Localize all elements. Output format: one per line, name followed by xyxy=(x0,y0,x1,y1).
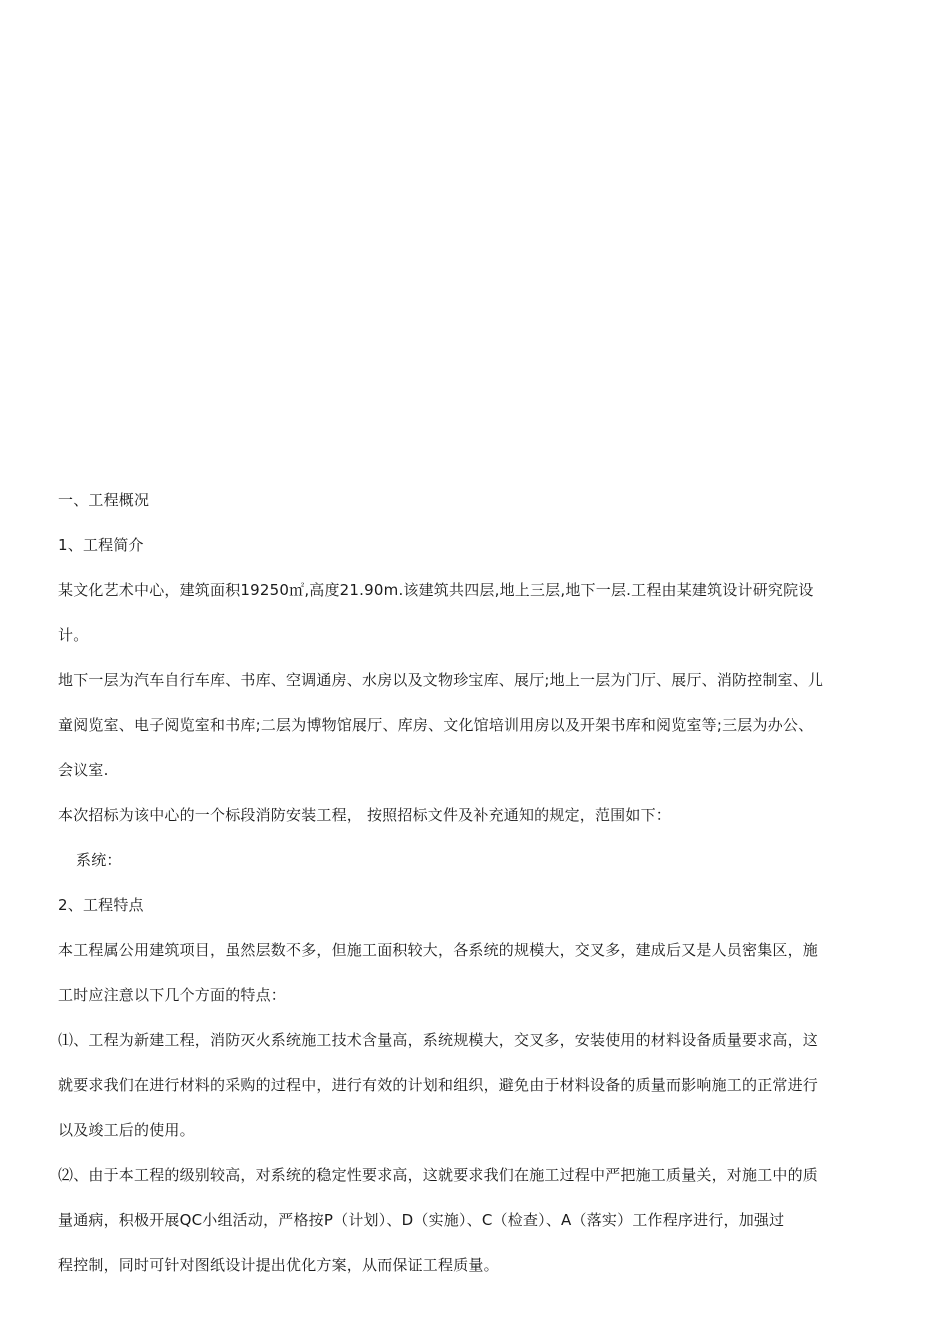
paragraph-line: ⑴、工程为新建工程，消防灭火系统施工技术含量高，系统规模大，交叉多，安装使用的材料设备质量要求高，这 xyxy=(58,1031,819,1049)
paragraph-line: 以及竣工后的使用。 xyxy=(58,1121,195,1139)
paragraph-line: 计。 xyxy=(58,626,89,644)
intro-paragraph xyxy=(58,568,904,658)
paragraph-line: 会议室. xyxy=(58,761,109,779)
system-line: 系统： xyxy=(76,851,122,869)
paragraph-line: 量通病，积极开展QC小组活动，严格按P（计划）、D（实施）、C（检查）、A（落实）工作程序进行，加强过 xyxy=(58,1211,785,1229)
paragraph-line: 本工程属公用建筑项目，虽然层数不多，但施工面积较大，各系统的规模大，交叉多，建成后又是人员密集区，施 xyxy=(58,941,819,959)
paragraph-line: 地下一层为汽车自行车库、书库、空调通房、水房以及文物珍宝库、展厅;地上一层为门厅、展厅、消防控制室、儿 xyxy=(58,671,824,689)
paragraph-line: ⑵、由于本工程的级别较高，对系统的稳定性要求高，这就要求我们在施工过程中严把施工质量关，对施工中的质 xyxy=(58,1166,819,1184)
paragraph-line: 工时应注意以下几个方面的特点： xyxy=(58,986,287,1004)
features-paragraph xyxy=(58,928,904,1018)
paragraph-line: 程控制，同时可针对图纸设计提出优化方案，从而保证工程质量。 xyxy=(58,1256,499,1274)
scope-paragraph: 本次招标为该中心的一个标段消防安装工程， 按照招标文件及补充通知的规定，范围如下： xyxy=(58,806,671,824)
feature-point-1 xyxy=(58,1018,904,1153)
paragraph-line: 某文化艺术中心，建筑面积19250㎡,高度21.90m.该建筑共四层,地上三层,地下一层.工程由某建筑设计研究院设 xyxy=(58,581,814,599)
subsection-title-project-features: 2、工程特点 xyxy=(58,896,144,914)
paragraph-line: 童阅览室、电子阅览室和书库;二层为博物馆展厅、库房、文化馆培训用房以及开架书库和阅览室等;三层为办公、 xyxy=(58,716,814,734)
subsection-title-project-intro: 1、工程简介 xyxy=(58,536,144,554)
document-body xyxy=(58,478,904,1288)
paragraph-line: 就要求我们在进行材料的采购的过程中，进行有效的计划和组织，避免由于材料设备的质量而影响施工的正常进行 xyxy=(58,1076,819,1094)
floors-paragraph xyxy=(58,658,904,793)
section-heading: 一、工程概况 xyxy=(58,491,150,509)
feature-point-2 xyxy=(58,1153,904,1288)
